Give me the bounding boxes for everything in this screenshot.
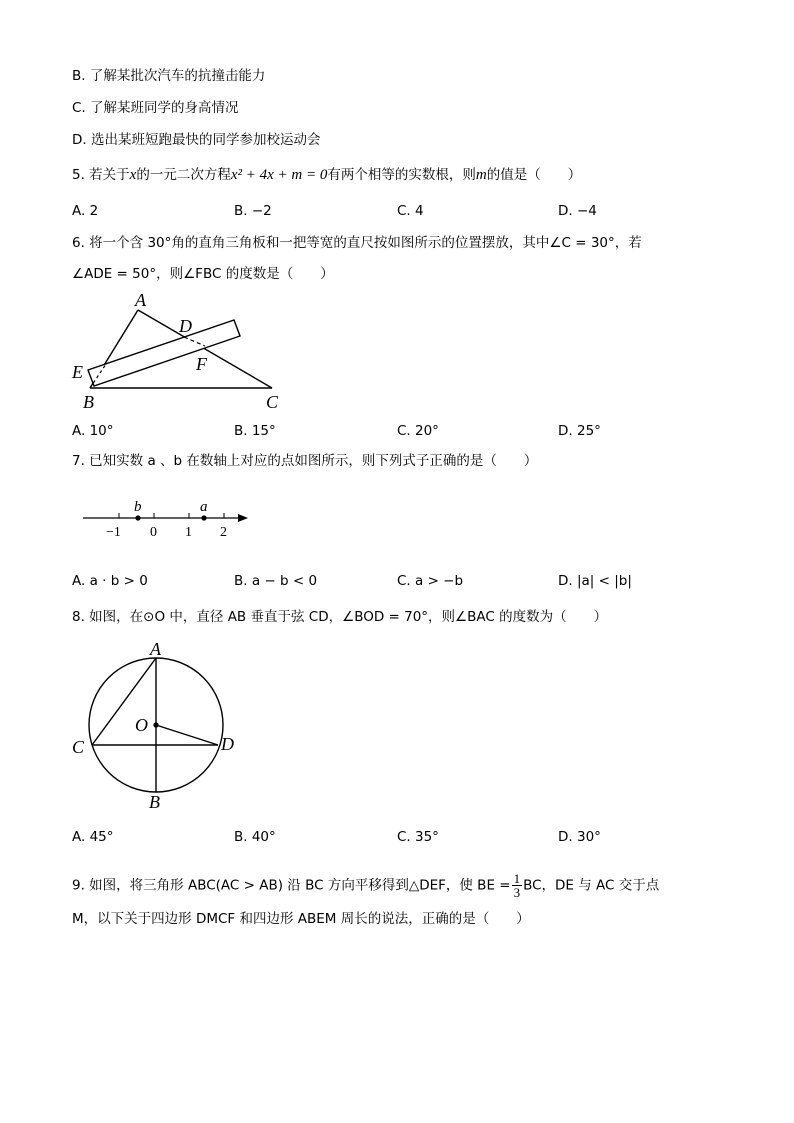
tick-neg1: −1 [106,525,121,540]
option-c-text: C. 了解某班同学的身高情况 [72,100,239,116]
label-B: B [149,792,160,812]
label-C: C [266,392,279,412]
tick-0: 0 [150,525,157,540]
tick-2: 2 [220,525,227,540]
point-a [201,515,206,520]
q7-option-a: A. a · b > 0 [72,573,148,589]
label-b: b [134,499,142,515]
triangle-ruler-figure [60,288,300,416]
label-B: B [83,392,94,412]
q6-option-a: A. 10° [72,423,114,439]
center-point [153,722,158,727]
q8-option-a: A. 45° [72,829,114,845]
q8-option-b: B. 40° [234,829,276,845]
option-b-text: B. 了解某批次汽车的抗撞击能力 [72,68,266,84]
label-A: A [135,290,146,310]
question-5-stem: 5. 若关于x的一元二次方程x² + 4x + m = 0有两个相等的实数根，则m的值是（ ） [72,167,582,183]
question-6-line1: 6. 将一个含 30°角的直角三角板和一把等宽的直尺按如图所示的位置摆放，其中∠C = 30°，若 [72,235,642,251]
q7-option-b: B. a − b < 0 [234,573,318,589]
question-9-line2: M，以下关于四边形 DMCF 和四边形 ABEM 周长的说法，正确的是（ ） [72,911,530,927]
q5-option-b: B. −2 [234,203,272,219]
q8-option-c: C. 35° [397,829,439,845]
label-a: a [200,499,208,515]
point-b [135,515,140,520]
question-7-stem: 7. 已知实数 a 、b 在数轴上对应的点如图所示，则下列式子正确的是（ ） [72,453,538,469]
circle-figure [66,638,256,813]
fraction-one-third: $\frac{1}{3}$ [513,871,521,900]
label-O: O [135,715,148,735]
label-C: C [72,737,85,757]
label-A: A [150,639,161,659]
q6-option-b: B. 15° [234,423,276,439]
tick-1: 1 [185,525,192,540]
question-8-stem: 8. 如图，在⊙O 中，直径 AB 垂直于弦 CD，∠BOD = 70°，则∠BAC 的度数为（ ） [72,609,608,625]
q5-option-d: D. −4 [558,203,597,219]
q8-option-d: D. 30° [558,829,601,845]
q7-option-d: D. |a| < |b| [558,573,632,589]
number-line-figure [80,495,255,545]
q6-option-d: D. 25° [558,423,601,439]
option-d-text: D. 选出某班短跑最快的同学参加校运动会 [72,132,321,148]
label-E: E [72,362,83,382]
q7-option-c: C. a > −b [397,573,464,589]
label-D: D [221,734,234,754]
q5-option-a: A. 2 [72,203,99,219]
label-F: F [196,354,207,374]
question-6-line2: ∠ADE = 50°，则∠FBC 的度数是（ ） [72,266,334,282]
question-9-line1: 9. 如图，将三角形 ABC(AC > AB) 沿 BC 方向平移得到△DEF，使 BE = $\frac{1}{3}$ BC，DE 与 AC 交于点 [72,871,660,900]
label-D: D [179,316,192,336]
q5-option-c: C. 4 [397,203,424,219]
q6-option-c: C. 20° [397,423,439,439]
